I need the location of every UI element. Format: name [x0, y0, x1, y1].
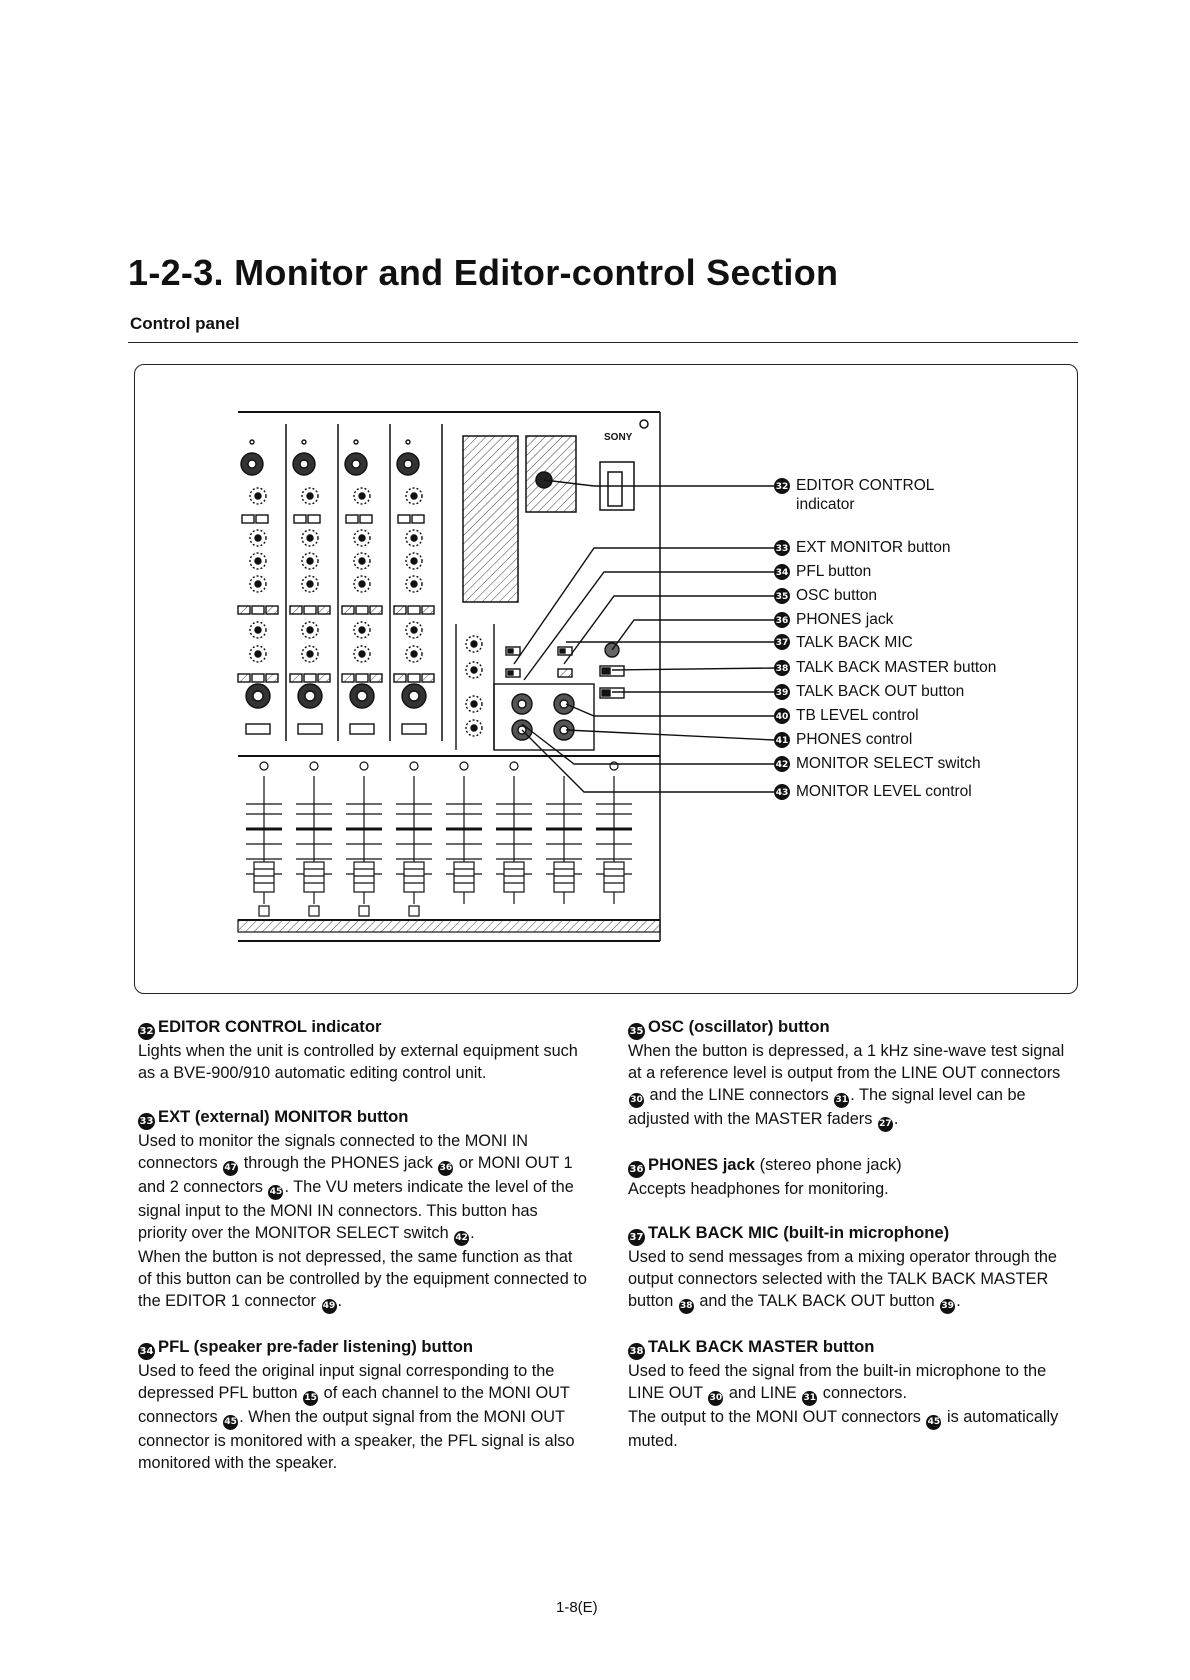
callout-label-talk-back-out: TALK BACK OUT button	[796, 683, 965, 700]
description-column-right	[628, 1016, 1078, 1474]
section-subtitle: Control panel	[130, 314, 240, 333]
entry-number-badge: 37	[628, 1229, 645, 1246]
callout-label-pfl: PFL button	[796, 563, 872, 580]
callout-num-37: 37	[775, 638, 789, 648]
header-rule	[128, 342, 1078, 343]
entry-heading: EDITOR CONTROL indicator	[158, 1017, 382, 1036]
entry-body: Used to feed the original input signal corresponding to the depressed PFL button 15 of each channel to the MONI OUT connectors 45 . When the output signal from the MONI OUT connector is monitored with a speaker, the PFL signal is also monitored with the speaker.	[138, 1362, 575, 1472]
entry-body: Lights when the unit is controlled by external equipment such as a BVE-900/910 automatic editing control unit.	[138, 1042, 578, 1082]
callout-label-talk-back-master: TALK BACK MASTER button	[796, 659, 997, 676]
entry-heading: TALK BACK MASTER button	[648, 1337, 875, 1356]
callout-label-phones-control: PHONES control	[796, 731, 913, 748]
entry-body: When the button is depressed, a 1 kHz sine-wave test signal at a reference level is output from the LINE OUT connectors 30 and the LINE connectors 31 . The signal level can be adjusted with the MASTER faders 27 .	[628, 1040, 1078, 1132]
page-number: 1-8(E)	[556, 1599, 598, 1616]
entry-body: Used to feed the signal from the built-in microphone to the LINE OUT 30 and LINE 31 connectors. The output to the MONI OUT connectors 45 is automatically muted.	[628, 1362, 1059, 1450]
entry-heading: PHONES jack	[648, 1155, 755, 1174]
entry-body: Accepts headphones for monitoring.	[628, 1180, 889, 1198]
callout-num-39: 39	[775, 688, 789, 698]
entry-phones-jack: 36 PHONES jack (stereo phone jack) Accepts headphones for monitoring.	[628, 1154, 1078, 1200]
callout-label-ext-monitor: EXT MONITOR button	[796, 539, 951, 556]
callout-label-phones-jack: PHONES jack	[796, 611, 894, 628]
page-title: 1-2-3. Monitor and Editor-control Section	[128, 252, 839, 293]
entry-number-badge: 32	[138, 1023, 155, 1040]
entry-osc	[628, 1016, 1078, 1132]
callout-num-40: 40	[775, 712, 789, 722]
entry-talk-back-master	[628, 1336, 1078, 1452]
fader-section	[238, 756, 660, 932]
callout-label-tb-level: TB LEVEL control	[796, 707, 919, 724]
control-panel-diagram	[134, 364, 1078, 994]
callout-label-osc: OSC button	[796, 587, 877, 604]
entry-number-badge: 34	[138, 1343, 155, 1360]
entry-ext-monitor	[138, 1106, 588, 1314]
entry-body: Used to send messages from a mixing operator through the output connectors selected with the TALK BACK MASTER button 38 and the TALK BACK OUT button 39 .	[628, 1246, 1078, 1314]
entry-heading: EXT (external) MONITOR button	[158, 1107, 409, 1126]
callout-label-talk-back-mic: TALK BACK MIC	[796, 634, 913, 651]
callout-num-33: 33	[775, 544, 789, 554]
entry-heading: TALK BACK MIC (built-in microphone)	[648, 1223, 950, 1242]
callout-num-42: 42	[775, 760, 789, 770]
entry-pfl	[138, 1336, 588, 1474]
entry-talk-back-mic	[628, 1222, 1078, 1314]
brand-logo: SONY	[604, 432, 633, 443]
callout-numbers	[776, 482, 789, 798]
entry-body: Used to monitor the signals connected to the MONI IN connectors 47 through the PHONES jack 36 or MONI OUT 1 and 2 connectors 45 . The VU meters indicate the level of the signal input to the MONI IN connectors. This button has priority over the MONITOR SELECT switch 42 . When the button is not depressed, the same function as that of this button can be controlled by the equipment connected to the EDITOR 1 connector 49 .	[138, 1130, 588, 1314]
callout-label-editor-control: EDITOR CONTROL indicator	[796, 477, 935, 513]
description-column-left	[138, 1016, 588, 1496]
entry-editor-control	[138, 1016, 588, 1084]
callout-num-32: 32	[775, 482, 789, 492]
entry-number-badge: 35	[628, 1023, 645, 1040]
callout-num-41: 41	[775, 736, 789, 746]
entry-number-badge: 33	[138, 1113, 155, 1130]
callout-num-34: 34	[775, 568, 789, 578]
entry-number-badge: 36	[628, 1161, 645, 1178]
callout-leader-lines	[514, 480, 774, 792]
callout-num-43: 43	[775, 788, 789, 798]
entry-number-badge: 38	[628, 1343, 645, 1360]
entry-heading: OSC (oscillator) button	[648, 1017, 830, 1036]
callout-label-monitor-select: MONITOR SELECT switch	[796, 755, 981, 772]
callout-num-36: 36	[775, 616, 789, 626]
callout-num-35: 35	[775, 592, 789, 602]
callout-label-monitor-level: MONITOR LEVEL control	[796, 783, 972, 800]
channel-strips	[238, 440, 434, 734]
entry-heading: PFL (speaker pre-fader listening) button	[158, 1337, 474, 1356]
callout-num-38: 38	[775, 664, 789, 674]
